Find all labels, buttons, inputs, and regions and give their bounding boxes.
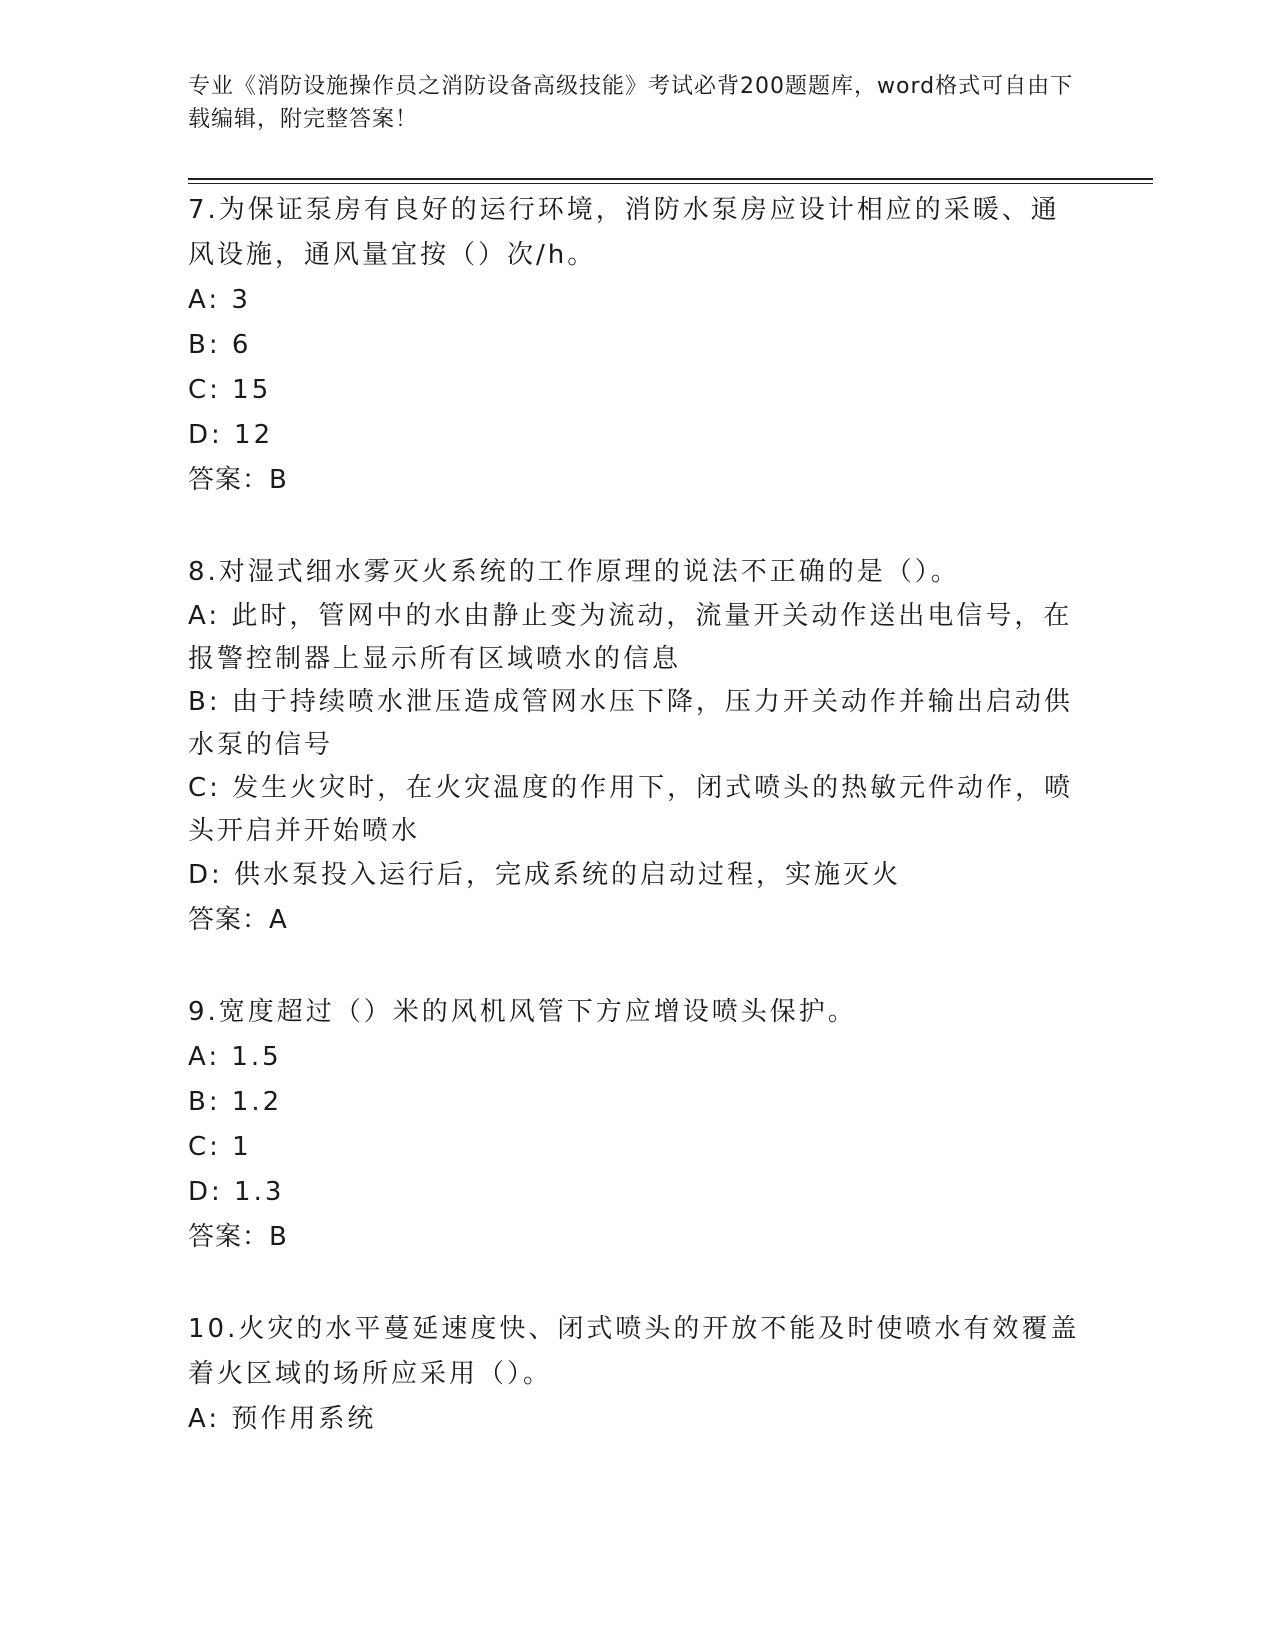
answer: 答案：A [188,905,288,935]
header-divider-thin [188,183,1153,184]
option-d: D: 供水泵投入运行后，完成系统的启动过程，实施灭火 [188,860,902,890]
option-a: A: 预作用系统 [188,1404,377,1434]
question-8 [188,550,1088,943]
question-7 [188,188,1088,503]
answer: 答案：B [188,1222,288,1252]
question-10 [188,1307,1088,1442]
option-a: A: 3 [188,285,251,315]
answer: 答案：B [188,465,288,495]
question-stem: 9.宽度超过（）米的风机风管下方应增设喷头保护。 [188,997,857,1027]
option-d: D: 12 [188,420,274,450]
option-c: C: 发生火灾时，在火灾温度的作用下，闭式喷头的热敏元件动作，喷头开启并开始喷水 [188,773,1074,846]
option-b: B: 1.2 [188,1087,283,1117]
option-c: C: 1 [188,1132,252,1162]
option-b: B: 6 [188,330,252,360]
question-list [188,188,1088,1442]
document-header: 专业《消防设施操作员之消防设备高级技能》考试必背200题题库，word格式可自由下载编辑，附完整答案！ [188,74,1074,132]
option-c: C: 15 [188,375,272,405]
option-a: A: 此时，管网中的水由静止变为流动，流量开关动作送出电信号，在报警控制器上显示所有区域喷水的信息 [188,601,1073,674]
option-b: B: 由于持续喷水泄压造成管网水压下降，压力开关动作并输出启动供水泵的信号 [188,687,1073,760]
question-stem: 8.对湿式细水雾灭火系统的工作原理的说法不正确的是（）。 [188,557,960,587]
option-d: D: 1.3 [188,1177,285,1207]
option-a: A: 1.5 [188,1042,282,1072]
question-9 [188,990,1088,1260]
question-stem: 7.为保证泵房有良好的运行环境，消防水泵房应设计相应的采暖、通风设施，通风量宜按（）次/h。 [188,195,1060,270]
header-divider-thick [188,178,1153,180]
question-stem: 10.火灾的水平蔓延速度快、闭式喷头的开放不能及时使喷水有效覆盖着火区域的场所应采用（）。 [188,1314,1080,1389]
